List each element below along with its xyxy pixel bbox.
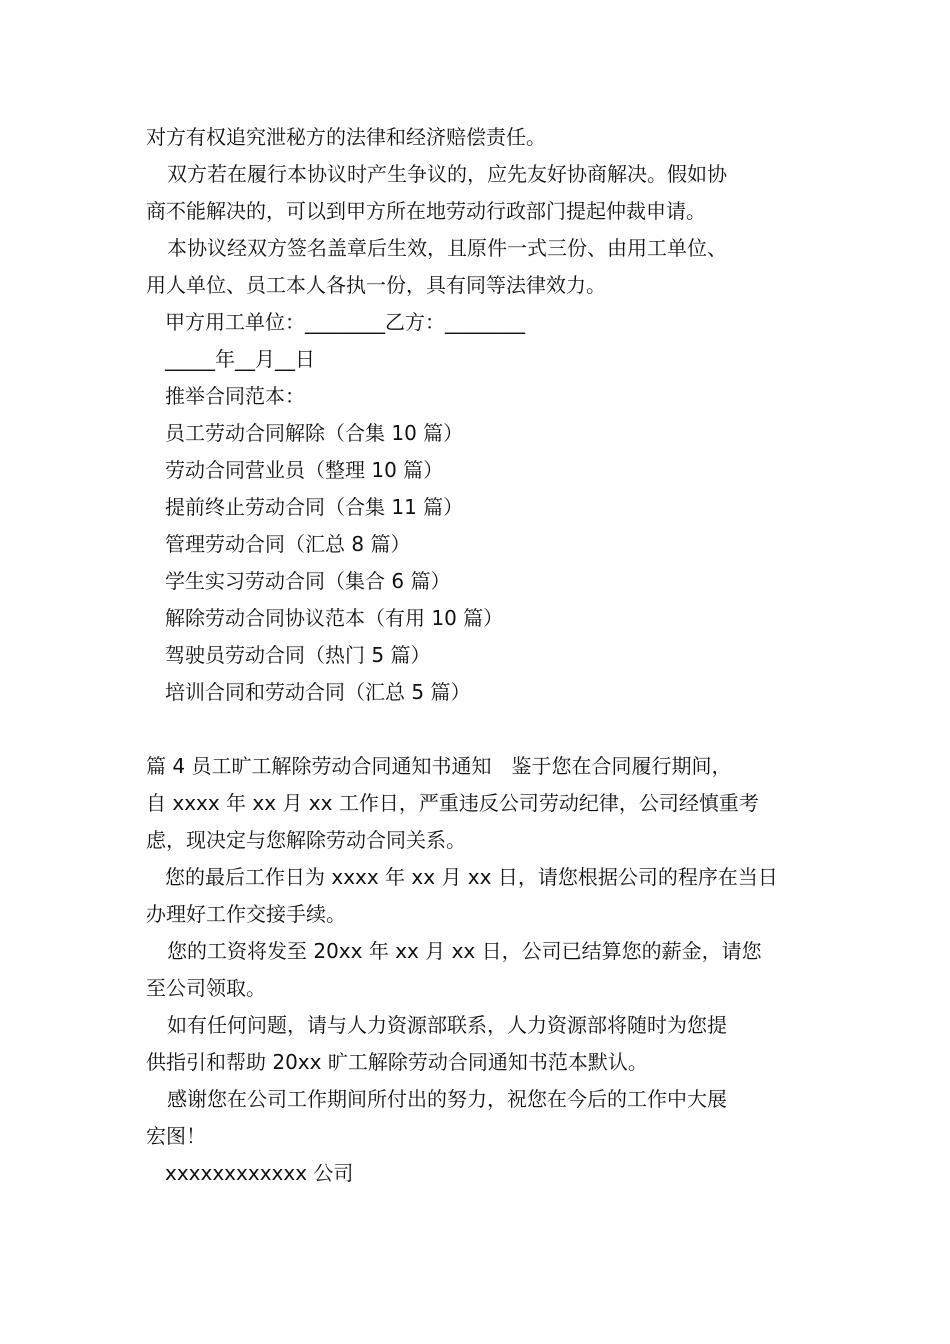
date-line: _____年__月__日 [165, 347, 315, 371]
recommended-link[interactable]: 管理劳动合同（汇总 8 篇） [165, 532, 411, 556]
recommended-link[interactable]: 解除劳动合同协议范本（有用 10 篇） [165, 606, 504, 630]
paragraph-line: 您的最后工作日为 xxxx 年 xx 月 xx 日，请您根据公司的程序在当日 [165, 865, 778, 889]
recommended-link[interactable]: 劳动合同营业员（整理 10 篇） [165, 458, 444, 482]
paragraph-line: 至公司领取。 [146, 976, 266, 1000]
recommended-link[interactable]: 学生实习劳动合同（集合 6 篇） [165, 569, 451, 593]
paragraph-line: 对方有权追究泄秘方的法律和经济赔偿责任。 [146, 125, 546, 149]
paragraph-line: 商不能解决的，可以到甲方所在地劳动行政部门提起仲裁申请。 [146, 199, 706, 223]
section-heading-line: 篇 4 员工旷工解除劳动合同通知书通知 鉴于您在合同履行期间， [146, 754, 732, 778]
recommended-link[interactable]: 培训合同和劳动合同（汇总 5 篇） [165, 680, 471, 704]
paragraph-line: 供指引和帮助 20xx 旷工解除劳动合同通知书范本默认。 [146, 1050, 648, 1074]
signature-line: 甲方用工单位：________乙方：________ [165, 310, 525, 334]
paragraph-line: 用人单位、员工本人各执一份，具有同等法律效力。 [146, 273, 606, 297]
paragraph-line: 感谢您在公司工作期间所付出的努力，祝您在今后的工作中大展 [167, 1087, 727, 1111]
paragraph-line: 如有任何问题，请与人力资源部联系，人力资源部将随时为您提 [167, 1013, 727, 1037]
paragraph-line: 虑，现决定与您解除劳动合同关系。 [146, 828, 466, 852]
recommended-link[interactable]: 员工劳动合同解除（合集 10 篇） [165, 421, 464, 445]
recommended-link[interactable]: 提前终止劳动合同（合集 11 篇） [165, 495, 464, 519]
paragraph-line: 您的工资将发至 20xx 年 xx 月 xx 日，公司已结算您的薪金，请您 [167, 939, 762, 963]
paragraph-line: 办理好工作交接手续。 [146, 902, 346, 926]
paragraph-line: 自 xxxx 年 xx 月 xx 工作日，严重违反公司劳动纪律，公司经慎重考 [146, 791, 759, 815]
recommended-link[interactable]: 驾驶员劳动合同（热门 5 篇） [165, 643, 431, 667]
recommended-heading: 推举合同范本： [165, 384, 305, 408]
paragraph-line: 本协议经双方签名盖章后生效，且原件一式三份、由用工单位、 [167, 236, 727, 260]
paragraph-line: 宏图！ [146, 1124, 206, 1148]
paragraph-line: 双方若在履行本协议时产生争议的，应先友好协商解决。假如协 [167, 162, 727, 186]
company-signature: xxxxxxxxxxxx 公司 [165, 1161, 354, 1185]
